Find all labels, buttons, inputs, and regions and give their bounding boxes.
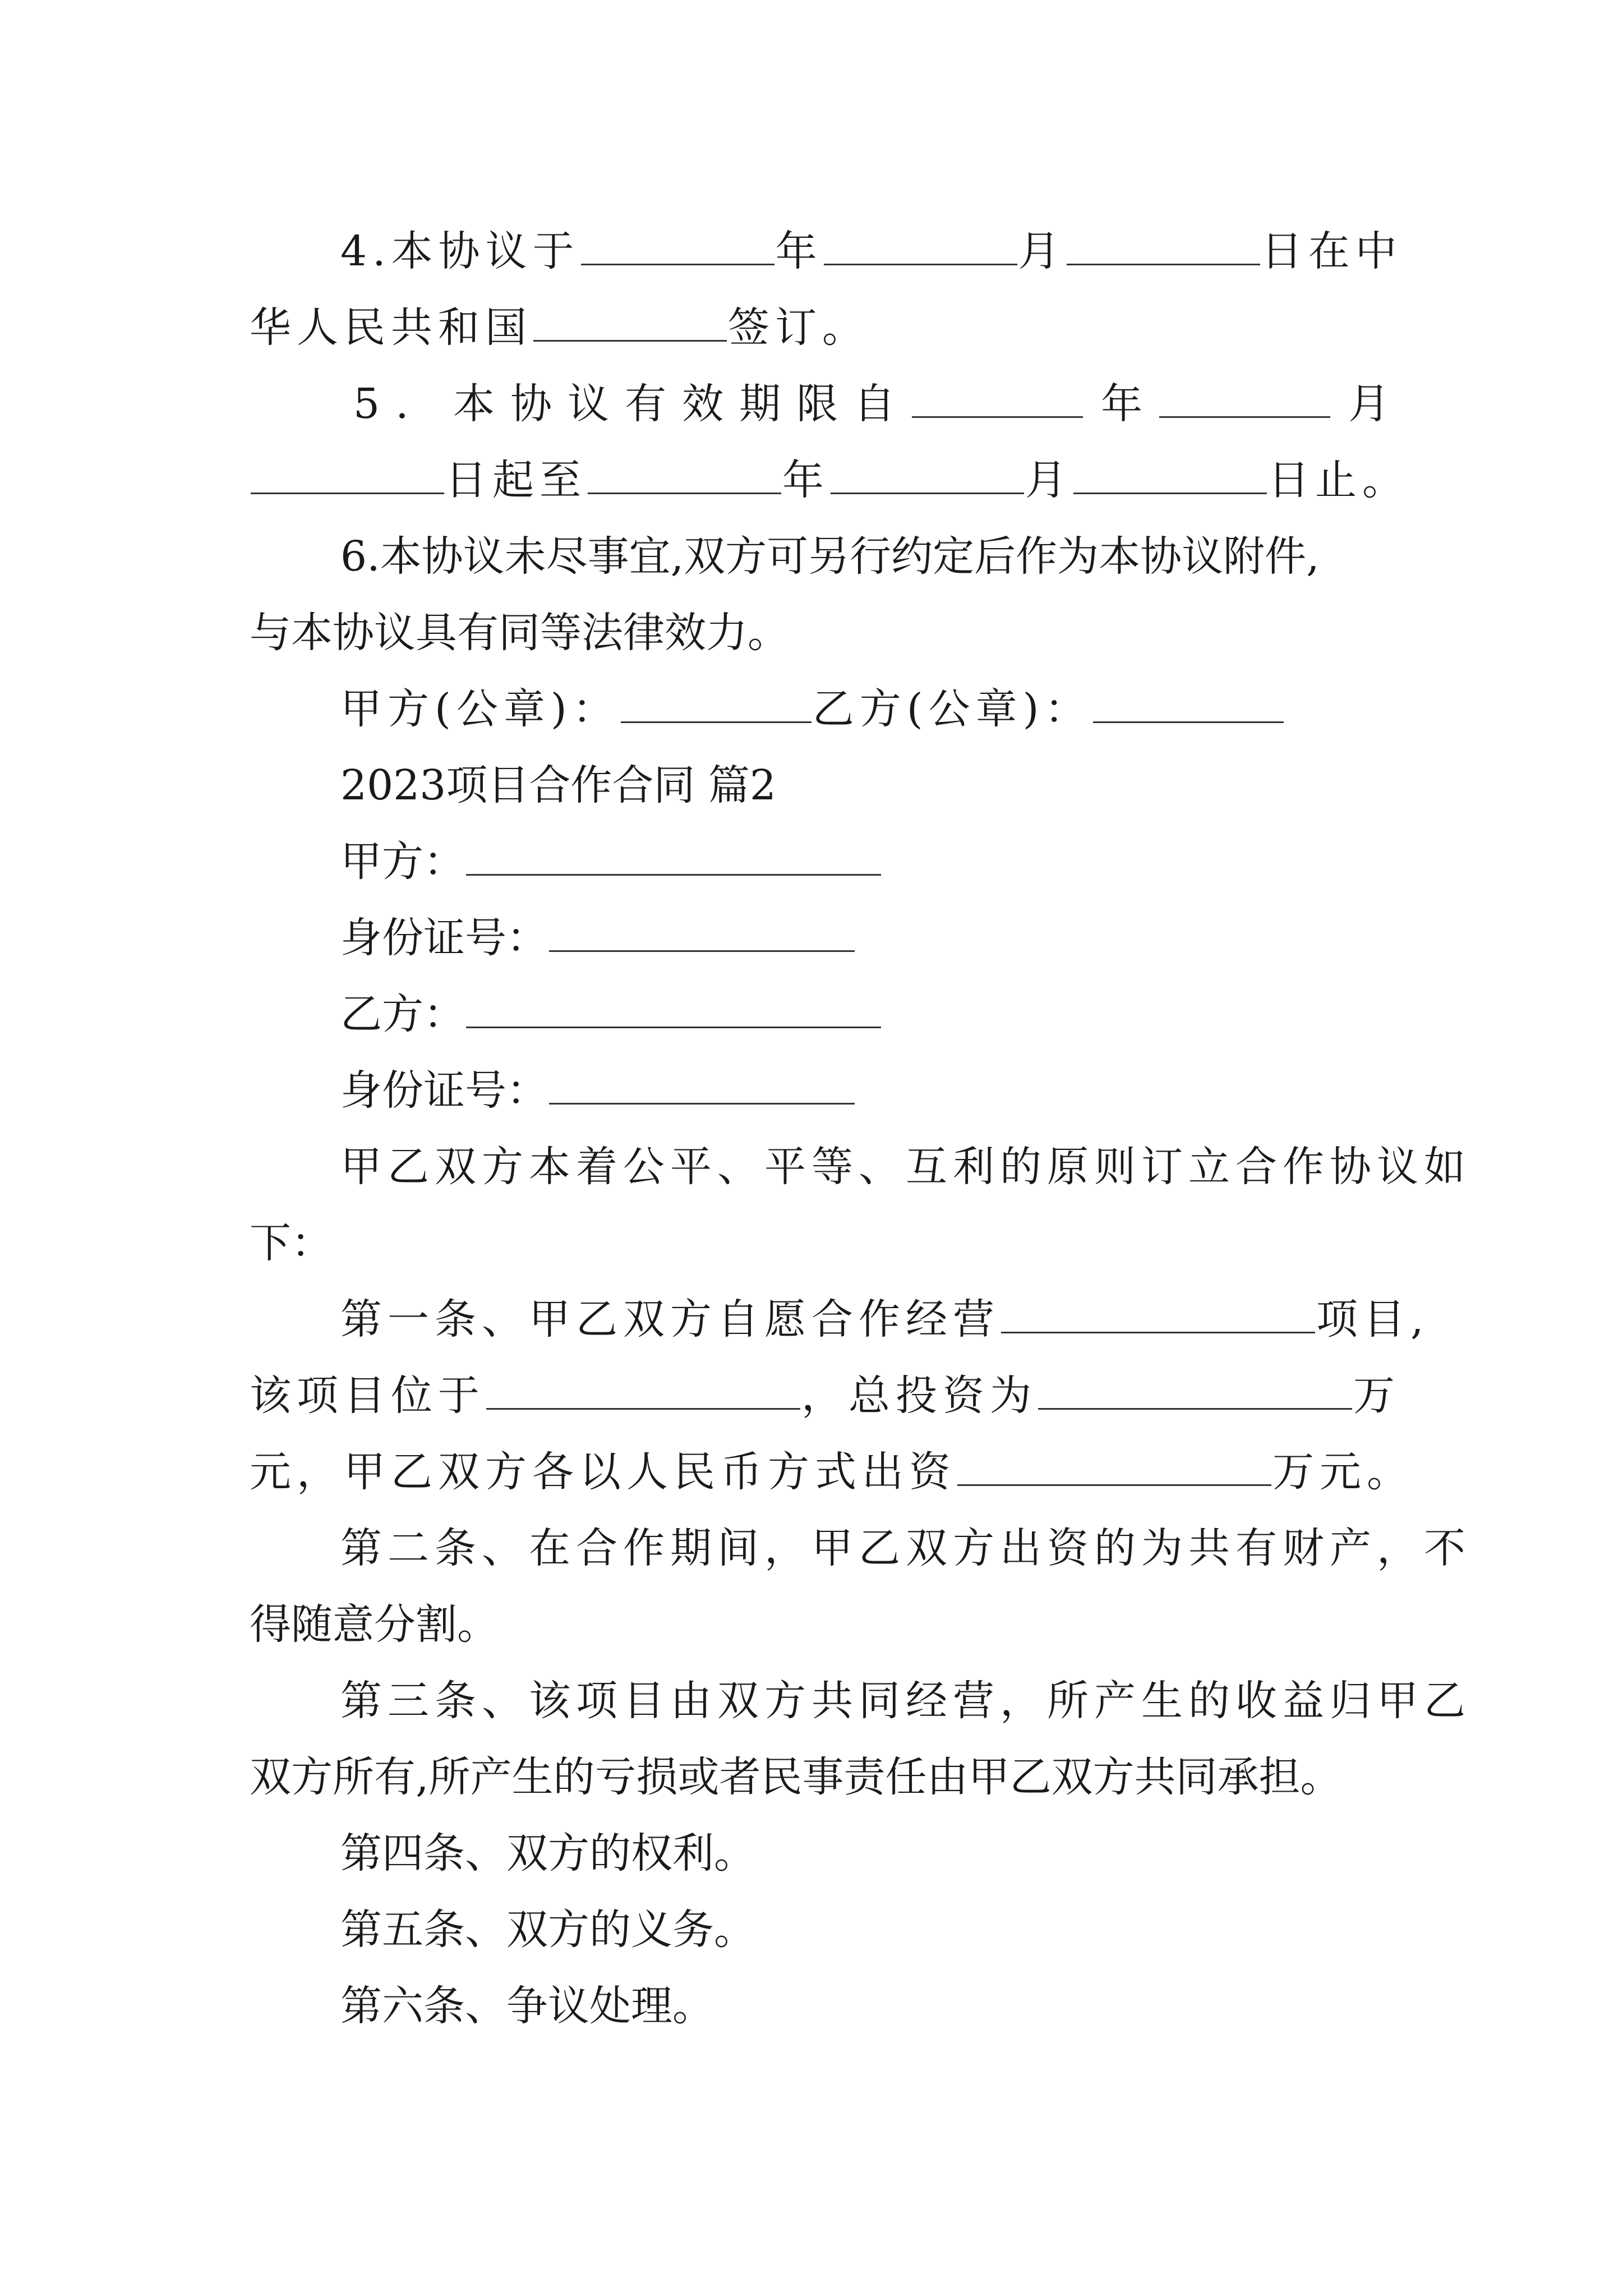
blank-party-b [466,1027,881,1028]
text-segment: 万元。 [1272,1448,1414,1496]
blank-start-month [1159,416,1330,418]
text-segment: 月 [1348,380,1406,428]
party-b-seal-label: 乙方(公章)： [812,685,1092,733]
blank-month [824,264,1017,265]
blank-end-year [588,493,781,494]
text-segment: 签订。 [728,303,869,352]
text-segment: 月 [1025,456,1072,504]
text-segment: 第四条、双方的权利。 [340,1829,755,1878]
text-segment: 第五条、双方的义务。 [340,1906,755,1954]
text-segment: 元，甲乙双方各以人民币方式出资 [250,1448,956,1496]
blank-year [581,264,774,265]
clause-6-line-1 [250,518,1388,595]
text-segment: 项目, [1316,1295,1430,1343]
party-b-id-label: 身份证号： [340,1066,548,1115]
text-segment: 万 [1353,1372,1400,1420]
article-1-line-3 [250,1434,1414,1510]
preamble-line-2 [250,1205,1388,1281]
party-a-id-line [250,900,1388,976]
text-segment: 第二条、在合作期间，甲乙双方出资的为共有财产，不 [340,1524,1471,1572]
text-segment: 月 [1018,227,1066,275]
text-segment: 下： [250,1219,333,1267]
blank-day [1067,264,1260,265]
blank-end-month [831,493,1024,494]
party-a-line [250,823,1388,900]
text-segment: 双方所有,所产生的亏损或者民事责任由甲乙双方共同承担。 [250,1753,1342,1801]
text-segment: 5. 本协议有效期限自 [353,380,911,428]
blank-project [1001,1332,1315,1333]
text-segment: 日止。 [1268,456,1409,504]
article-1-line-2 [250,1358,1400,1434]
clause-4-line-2 [250,289,1388,366]
blank-start-year [912,416,1083,418]
blank-total-investment [1038,1408,1352,1410]
text-segment: 该项目位于 [250,1372,485,1420]
text-segment: 第一条、甲乙双方自愿合作经营 [340,1295,1000,1343]
party-a-seal-label: 甲方(公章)： [340,685,620,733]
text-segment: 日起至 [445,456,587,504]
article-4 [250,1815,1388,1892]
blank-start-day [251,493,444,494]
section-title: 2023项目合作合同 篇2 [340,761,776,809]
party-b-id-line [250,1052,1388,1129]
blank-party-a-id [549,950,855,952]
text-segment: 4.本协议于 [340,227,580,275]
text-segment: 第三条、该项目由双方共同经营，所产生的收益归甲乙 [340,1677,1471,1725]
article-2-line-2 [250,1586,1388,1663]
text-segment: 年 [782,456,829,504]
blank-party-b-id [549,1103,855,1105]
article-6 [250,1968,1388,2044]
signature-line [250,671,1388,747]
text-segment: 华人民共和国 [250,303,532,352]
blank-party-a [466,874,881,876]
clause-5-line-1 [250,366,1406,442]
text-segment: 第六条、争议处理。 [340,1982,714,2030]
blank-party-b-seal [1093,721,1284,723]
party-b-line [250,976,1388,1052]
clause-6-line-2 [250,595,1388,671]
blank-end-day [1073,493,1267,494]
document-page [250,213,1471,2044]
blank-location [486,1408,800,1410]
blank-contribution [957,1484,1271,1486]
article-5 [250,1892,1388,1968]
article-3-line-2 [250,1739,1388,1815]
clause-5-line-2 [250,442,1409,518]
text-segment: 得随意分割。 [250,1600,499,1649]
text-segment: 年 [775,227,823,275]
blank-place [533,340,727,342]
text-segment: 与本协议具有同等法律效力。 [250,609,789,657]
party-a-id-label: 身份证号： [340,914,548,962]
text-segment: ，总投资为 [801,1372,1037,1420]
text-segment: 6.本协议未尽事宜,双方可另行约定后作为本协议附件, [340,532,1320,581]
clause-4-line-1 [250,213,1403,289]
text-segment: 日在中 [1261,227,1403,275]
preamble-line-1 [250,1129,1471,1205]
article-1-line-1 [250,1281,1430,1358]
text-segment: 甲乙双方本着公平、平等、互利的原则订立合作协议如 [340,1143,1471,1191]
article-3-line-1 [250,1663,1471,1739]
party-a-label: 甲方： [340,838,465,886]
blank-party-a-seal [621,721,811,723]
section-heading [250,747,1388,823]
article-2-line-1 [250,1510,1471,1586]
party-b-label: 乙方： [340,990,465,1038]
text-segment: 年 [1101,380,1159,428]
